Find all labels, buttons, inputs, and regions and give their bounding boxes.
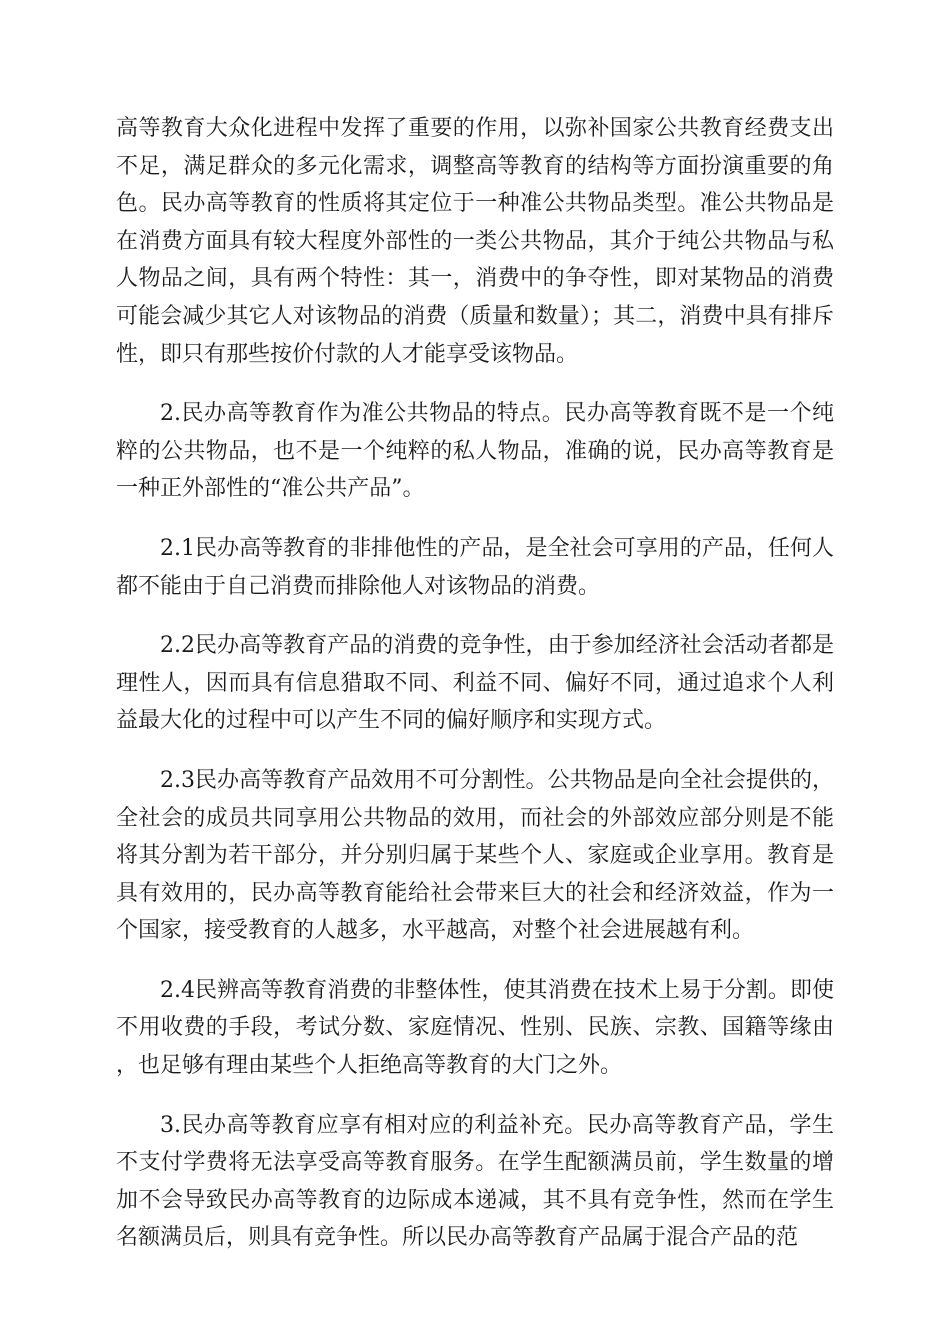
document-body — [116, 110, 834, 1279]
paragraph-section-2-2: 2.2民办高等教育产品的消费的竞争性，由于参加经济社会活动者都是理性人，因而具有信息猎取不同、利益不同、偏好不同，通过追求个人利益最大化的过程中可以产生不同的偏好顺序和实现方式。 — [116, 633, 834, 734]
paragraph-section-2-1: 2.1民办高等教育的非排他性的产品，是全社会可享用的产品，任何人都不能由于自己消费而排除他人对该物品的消费。 — [116, 535, 834, 599]
paragraph-continuation: 高等教育大众化进程中发挥了重要的作用，以弥补国家公共教育经费支出不足，满足群众的多元化需求，调整高等教育的结构等方面扮演重要的角色。民办高等教育的性质将其定位于一种准公共物品类型。准公共物品是在消费方面具有较大程度外部性的一类公共物品，其介于纯公共物品与私人物品之间，具有两个特性：其一，消费中的争夺性，即对某物品的消费可能会减少其它人对该物品的消费（质量和数量）；其二，消费中具有排斥性，即只有那些按价付款的人才能享受该物品。 — [116, 116, 834, 367]
paragraph-section-2-3: 2.3民办高等教育产品效用不可分割性。公共物品是向全社会提供的，全社会的成员共同享用公共物品的效用，而社会的外部效应部分则是不能将其分割为若干部分，并分别归属于某些个人、家庭或企业享用。教育是具有效用的，民办高等教育能给社会带来巨大的社会和经济效益，作为一个国家，接受教育的人越多，水平越高，对整个社会进展越有利。 — [116, 767, 834, 944]
paragraph-section-3: 3.民办高等教育应享有相对应的利益补充。民办高等教育产品，学生不支付学费将无法享受高等教育服务。在学生配额满员前，学生数量的增加不会导致民办高等教育的边际成本递减，其不具有竞争性，然而在学生名额满员后，则具有竞争性。所以民办高等教育产品属于混合产品的范 — [116, 1112, 834, 1251]
paragraph-section-2: 2.民办高等教育作为准公共物品的特点。民办高等教育既不是一个纯粹的公共物品，也不是一个纯粹的私人物品，准确的说，民办高等教育是一种正外部性的“准公共产品”。 — [116, 401, 834, 502]
paragraph-section-2-4: 2.4民辨高等教育消费的非整体性，使其消费在技术上易于分割。即使不用收费的手段，考试分数、家庭情况、性别、民族、宗教、国籍等缘由，也足够有理由某些个人拒绝高等教育的大门之外。 — [116, 977, 834, 1079]
